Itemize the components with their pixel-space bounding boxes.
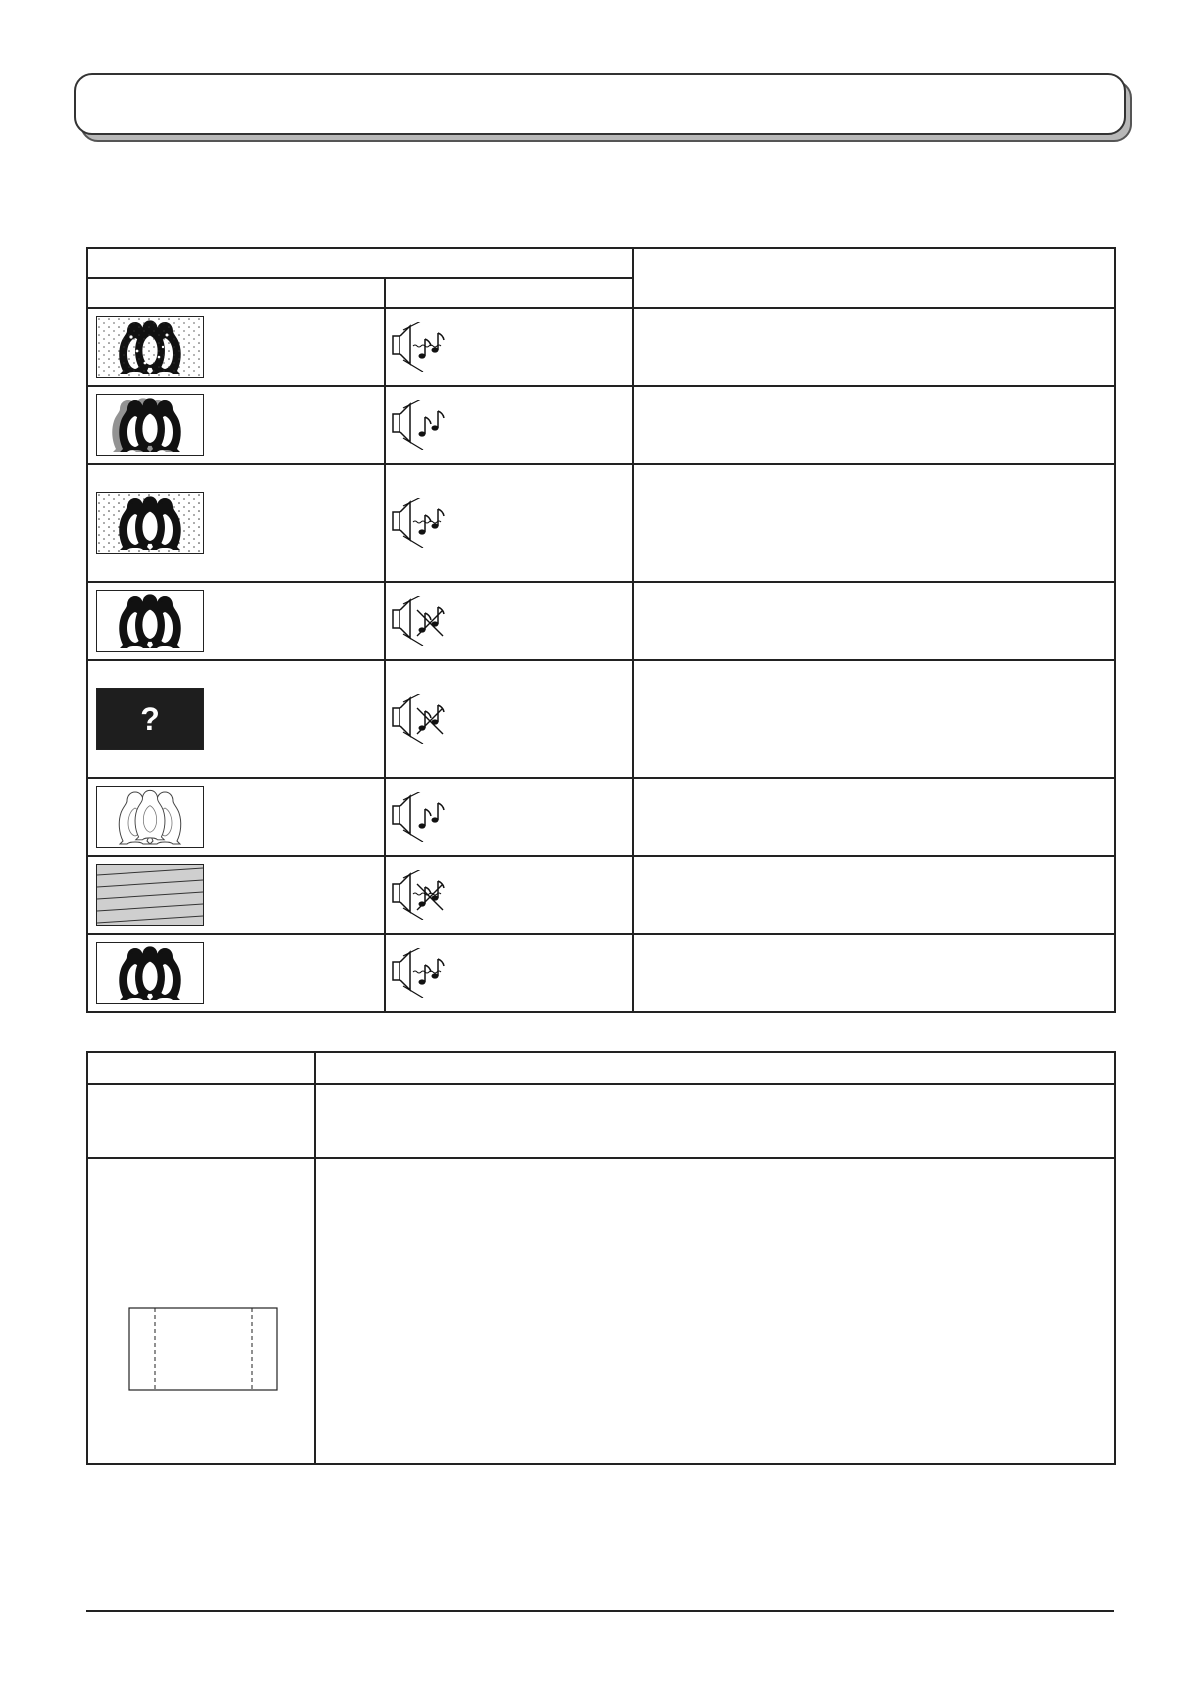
penguins-snowy-icon (96, 316, 204, 378)
penguins-faded-icon (96, 786, 204, 848)
table-row (87, 856, 1115, 934)
symptoms-table (86, 247, 1116, 1013)
table-row (87, 660, 1115, 778)
table-row (87, 1158, 1115, 1464)
svg-text:?: ? (140, 701, 160, 737)
table-row (87, 308, 1115, 386)
second-header-right (315, 1052, 1115, 1084)
sound-muted-icon (391, 694, 632, 744)
picture-rolling-stripes-icon (96, 864, 204, 926)
sound-muted-icon (391, 596, 632, 646)
screen-side-bars-icon (128, 1307, 280, 1398)
second-row-right (315, 1158, 1115, 1464)
header-check (633, 248, 1115, 308)
sound-normal-icon (391, 400, 632, 450)
table-row (87, 778, 1115, 856)
header-picture (87, 278, 385, 308)
penguins-normal-icon (96, 942, 204, 1004)
table-row (87, 386, 1115, 464)
table-row (87, 582, 1115, 660)
footer-rule (86, 1610, 1114, 1612)
second-row-left (87, 1084, 315, 1158)
check-text (633, 464, 1115, 582)
check-text (633, 934, 1115, 1012)
header-symptom (87, 248, 633, 278)
penguins-interference-icon (96, 492, 204, 554)
table-row (87, 464, 1115, 582)
second-header-left (87, 1052, 315, 1084)
penguins-normal-icon (96, 590, 204, 652)
table-row (87, 1084, 1115, 1158)
header-sound (385, 278, 633, 308)
second-table (86, 1051, 1116, 1465)
second-row-right (315, 1084, 1115, 1158)
sound-muted-noisy-icon (391, 870, 632, 920)
check-text (633, 778, 1115, 856)
table-row (87, 934, 1115, 1012)
sound-noisy-icon (391, 498, 632, 548)
no-picture-question-icon (96, 688, 204, 750)
check-text (633, 660, 1115, 778)
penguins-ghost-icon (96, 394, 204, 456)
sound-normal-icon (391, 792, 632, 842)
check-text (633, 856, 1115, 934)
check-text (633, 582, 1115, 660)
title-banner (74, 73, 1126, 135)
sound-noisy-icon (391, 948, 632, 998)
sound-noisy-icon (391, 322, 632, 372)
check-text (633, 386, 1115, 464)
check-text (633, 308, 1115, 386)
